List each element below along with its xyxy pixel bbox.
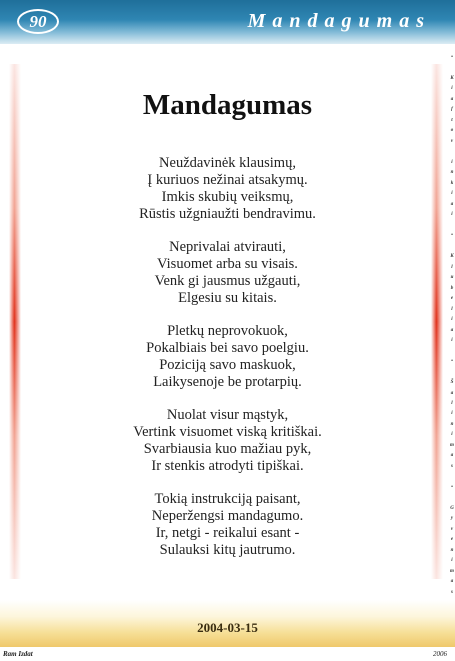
side-text-char: u [450,275,454,281]
poem-line: Neuždavinėk klausimų, [159,155,296,171]
side-text-char: e [450,296,454,302]
side-text-char: f [451,107,453,113]
side-text-char: K [450,254,454,260]
poem-line: Venk gi jausmus užgauti, [154,273,301,289]
stanza [40,323,415,391]
side-text-char: • [451,233,453,239]
poem-line: Svarbiausia kuo mažiau pyk, [143,441,312,457]
poem-line: Imkis skubių veiksmų, [161,189,294,205]
stanza [40,407,415,475]
side-text-char: i [451,212,453,218]
publisher-label: Ram Izdat [3,650,33,658]
poem-body [40,155,415,575]
poem-line: Pletkų neprovokuok, [167,323,288,339]
poem-line: Nuolat visur mąstyk, [166,407,289,423]
poem-line: Elgesiu su kitais. [178,290,277,306]
page-number-badge: 90 [17,9,59,34]
side-text-char [451,223,452,228]
side-text-char: n [450,547,454,553]
poem-line: Vertink visuomet viską kritiškai. [133,424,322,440]
poem-title: Mandagumas [142,89,313,121]
stanza [40,491,415,559]
side-text-char: n [450,421,454,427]
side-text-char [451,65,452,70]
side-text-char: l [451,306,453,312]
right-decorative-rail [431,64,443,579]
side-text-char: i [451,317,453,323]
side-text-char: m [450,442,454,448]
side-text-char: a [450,453,454,459]
poem-line: Visuomet arba su visais. [157,256,298,272]
left-decorative-rail [9,64,21,579]
side-text-char: e [450,537,454,543]
poem-line: Sulauksi kitų jautrumo. [159,542,296,558]
side-text-char: l [451,400,453,406]
poem-line: Poziciją savo maskuok, [159,357,296,373]
side-text-char: t [451,117,453,123]
poem-line: Tokią instrukciją paisant, [154,491,301,507]
side-text-char: v [450,526,454,532]
side-text-char: G [450,505,454,511]
stanza [40,239,415,307]
header-bar [0,0,455,44]
side-text-char: i [451,159,453,165]
side-text-char [451,349,452,354]
side-text-char: v [450,138,454,144]
side-text-char [451,370,452,375]
side-text-char: i [451,432,453,438]
poem-line: Ir stenkis atrodyti tipiškai. [151,458,304,474]
side-text-char: • [451,484,453,490]
side-text-char: Š [450,380,454,386]
vertical-side-text [449,55,455,595]
side-text-char: l [451,264,453,270]
poem-line: Laikysenoje be protarpių. [153,374,302,390]
side-text-char: s [451,463,453,469]
side-text-char: o [450,128,454,134]
poem-line: Ir, netgi - reikalui esant - [155,525,300,541]
stanza [40,155,415,223]
header-title: Mandagumas [247,10,431,32]
side-text-char: i [451,191,453,197]
poem-line: Į kuriuos nežinai atsakymų. [147,172,308,188]
poem-line: Rūstis užgniaužti bendravimu. [139,206,316,222]
side-text-char [451,149,452,154]
side-text-char: • [451,55,453,60]
side-text-char: a [450,327,454,333]
side-text-char: b [450,285,454,291]
side-text-char [451,244,452,249]
side-text-char: K [450,75,454,81]
side-text-char [451,495,452,500]
side-text-char: i [451,86,453,92]
side-text-char: i [451,558,453,564]
poem-line: Pokalbiais bei savo poelgiu. [146,340,309,356]
side-text-char: • [451,359,453,365]
side-text-char: i [451,411,453,417]
poem-line: Neperžengsi mandagumo. [151,508,304,524]
side-text-char: m [450,568,454,574]
side-text-char: a [450,579,454,585]
poem-line: Neprivalai atvirauti, [169,239,286,255]
side-text-char [451,474,452,479]
side-text-char: a [450,201,454,207]
year-label: 2006 [433,650,447,658]
side-text-char: s [451,589,453,595]
side-text-char: a [450,96,454,102]
side-text-char: n [450,170,454,176]
poem-date: 2004-03-15 [197,620,258,635]
side-text-char: i [451,338,453,344]
side-text-char: k [450,180,454,186]
side-text-char: a [450,390,454,396]
side-text-char: y [450,516,454,522]
